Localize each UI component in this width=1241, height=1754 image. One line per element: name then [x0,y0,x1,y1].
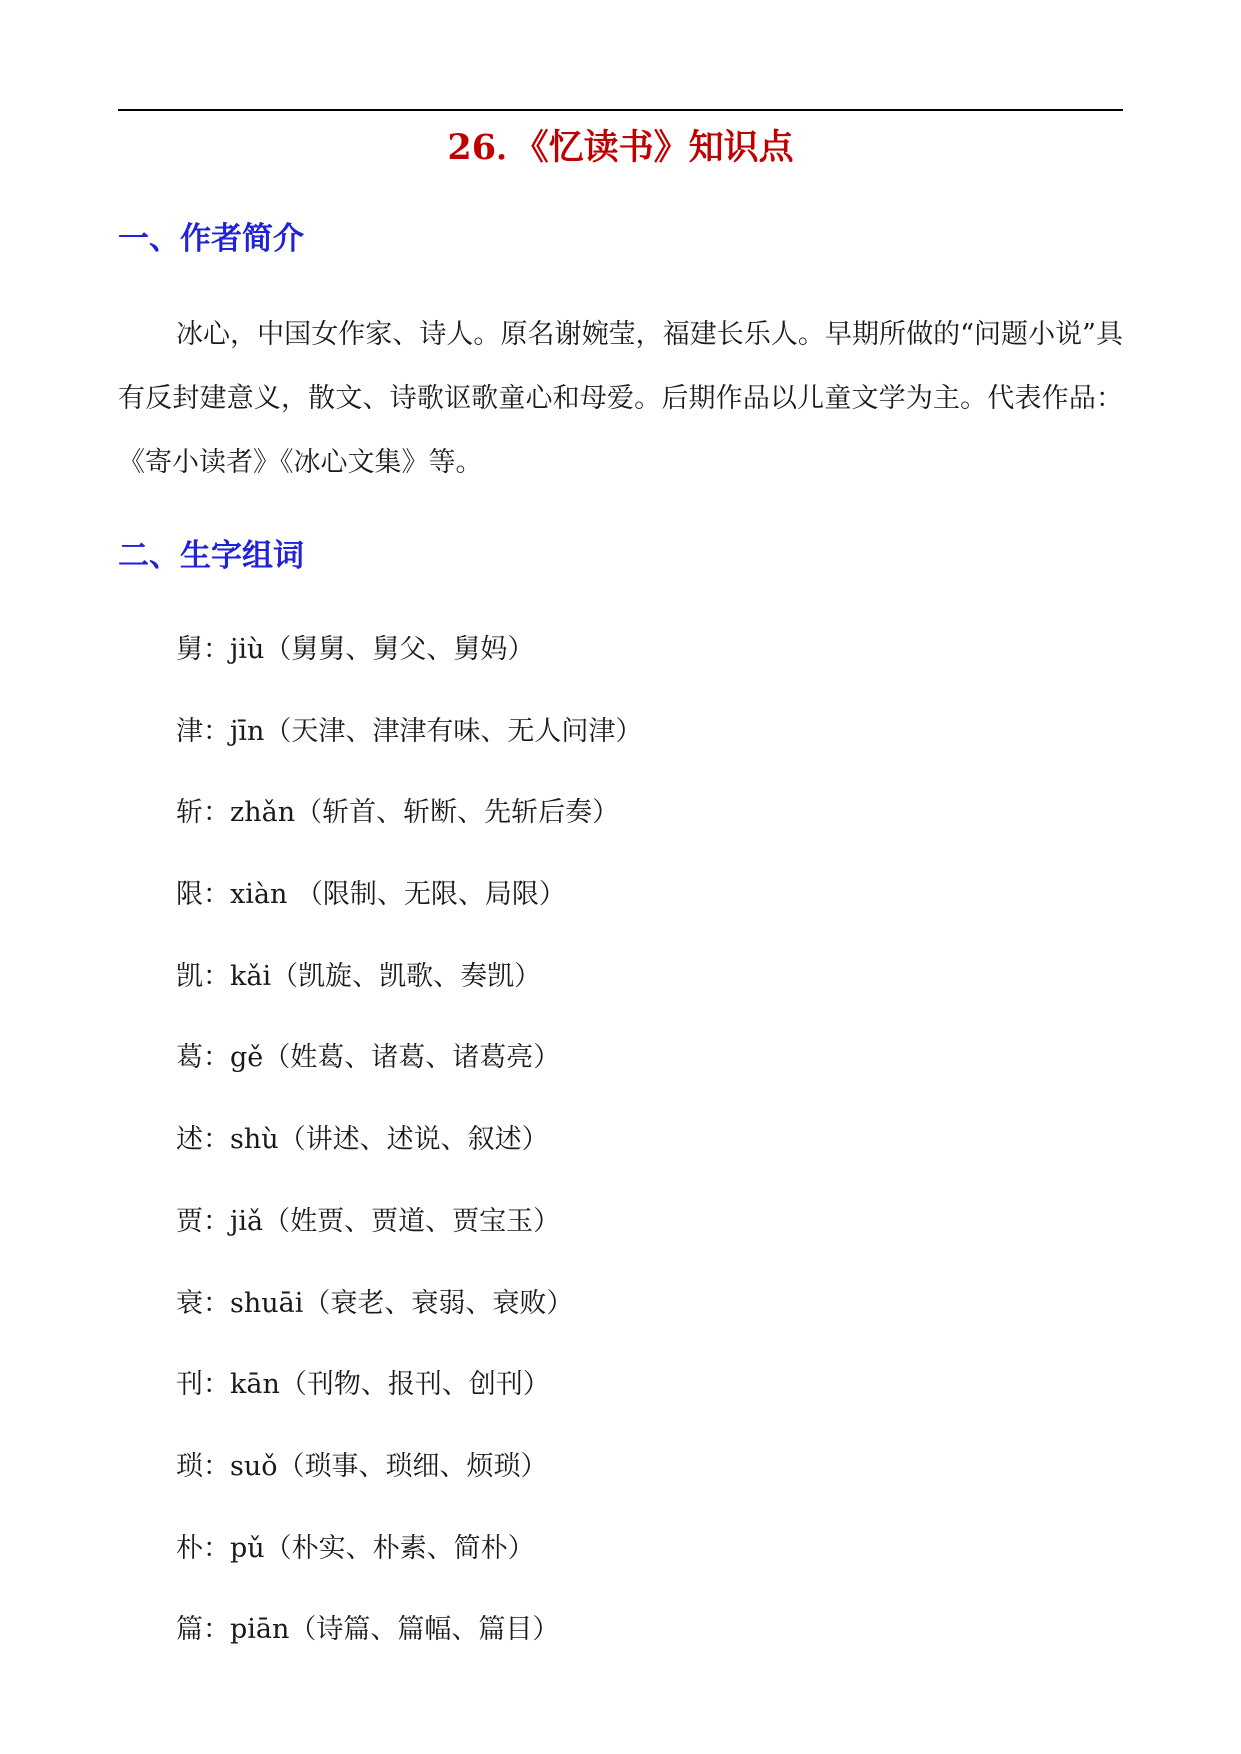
vocab-item: 琐：suǒ（琐事、琐细、烦琐） [176,1450,548,1482]
vocab-item: 葛：gě（姓葛、诸葛、诸葛亮） [176,1042,561,1074]
vocab-item: 斩：zhǎn（斩首、斩断、先斩后奏） [176,797,620,829]
vocab-item: 述：shù（讲述、述说、叙述） [176,1124,549,1156]
vocab-item: 凯：kǎi（凯旋、凯歌、奏凯） [176,960,542,992]
vocab-item: 贾：jiǎ（姓贾、贾道、贾宝玉） [176,1205,561,1237]
page-title: 26．《忆读书》知识点 [447,127,794,168]
vocab-item: 舅：jiù（舅舅、舅父、舅妈） [176,634,535,665]
vocab-item: 朴：pǔ（朴实、朴素、简朴） [176,1532,535,1564]
vocabulary-list [176,630,642,1692]
section-heading-author: 一、作者简介 [118,221,304,257]
vocab-item: 限：xiàn （限制、无限、局限） [176,879,566,911]
vocab-item: 衰：shuāi（衰老、衰弱、衰败） [176,1287,574,1319]
author-intro-paragraph: 冰心，中国女作家、诗人。原名谢婉莹，福建长乐人。早期所做的“问题小说”具有反封建意义，散文、诗歌讴歌童心和母爱。后期作品以儿童文学为主。代表作品：《寄小读者》《冰心文集》等。 [118,319,1123,478]
header-rule [118,109,1123,111]
vocab-item: 刊：kān（刊物、报刊、创刊） [176,1369,550,1401]
vocab-item: 篇：piān（诗篇、篇幅、篇目） [176,1614,560,1646]
vocab-item: 津：jīn（天津、津津有味、无人问津） [176,715,643,747]
section-heading-vocabulary: 二、生字组词 [118,538,304,574]
